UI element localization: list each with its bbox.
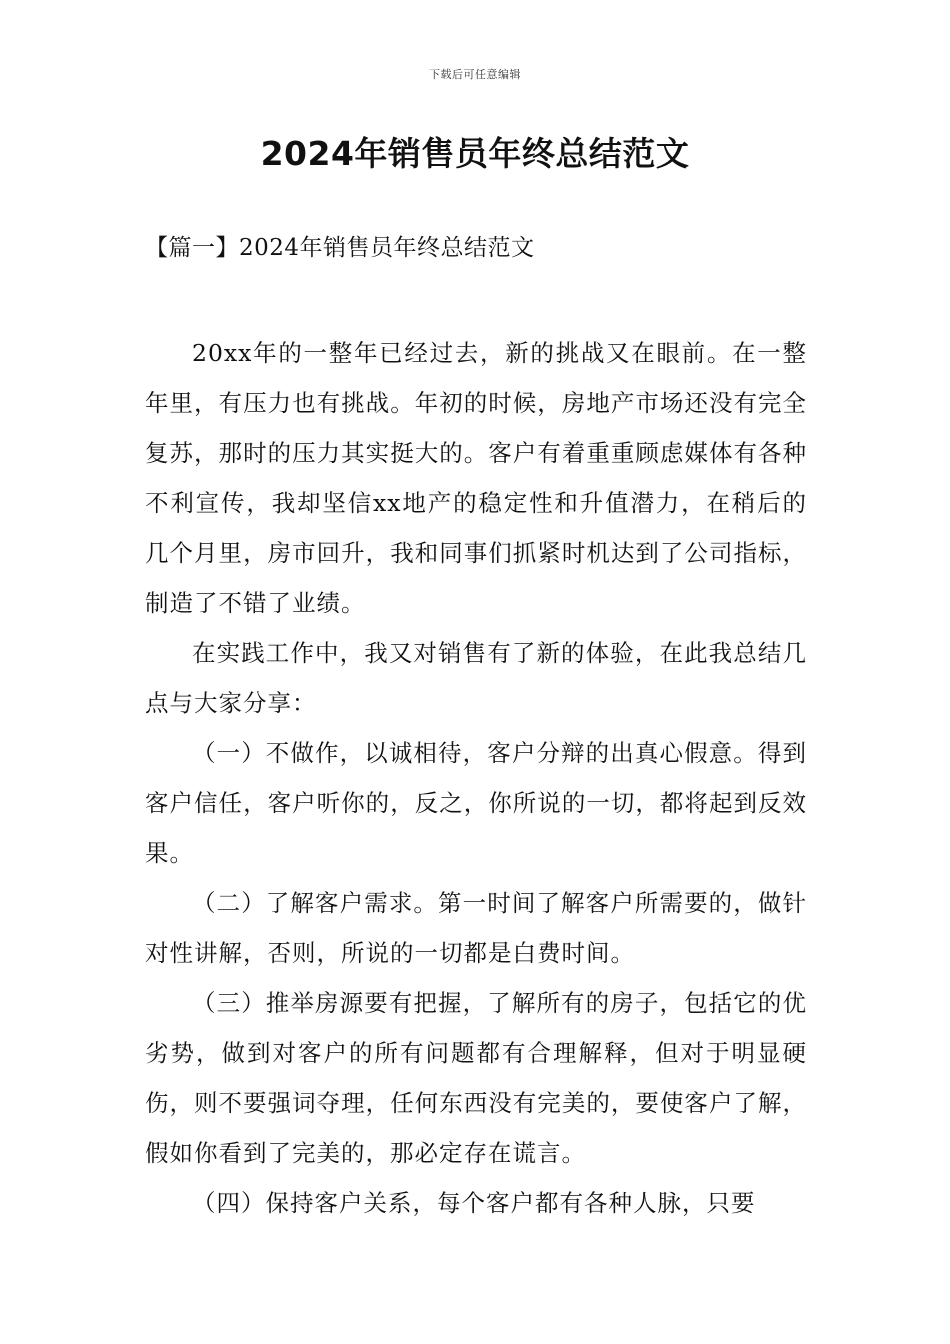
document-body (145, 328, 807, 1228)
paragraph-point-1: （一）不做作，以诚相待，客户分辩的出真心假意。得到客户信任，客户听你的，反之，你所说的一切，都将起到反效果。 (145, 739, 807, 867)
document-title: 2024年销售员年终总结范文 (260, 134, 690, 173)
paragraph-point-4: （四）保持客户关系，每个客户都有各种人脉，只要 (192, 1189, 756, 1217)
paragraph-intro: 20xx年的一整年已经过去，新的挑战又在眼前。在一整年里，有压力也有挑战。年初的时候，房地产市场还没有完全复苏，那时的压力其实挺大的。客户有着重重顾虑媒体有各种不利宣传，我却坚信xx地产的稳定性和升值潜力，在稍后的几个月里，房市回升，我和同事们抓紧时机达到了公司指标，制造了不错了业绩。 (145, 339, 807, 617)
paragraph-point-3: （三）推举房源要有把握，了解所有的房子，包括它的优劣势，做到对客户的所有问题都有合理解释，但对于明显硬伤，则不要强词夺理，任何东西没有完美的，要使客户了解，假如你看到了完美的，那必定存在谎言。 (145, 989, 807, 1167)
section-heading: 【篇一】2024年销售员年终总结范文 (145, 235, 535, 261)
header-note: 下载后可任意编辑 (429, 68, 521, 81)
paragraph-point-2: （二）了解客户需求。第一时间了解客户所需要的，做针对性讲解，否则，所说的一切都是白费时间。 (145, 889, 807, 967)
paragraph-experience: 在实践工作中，我又对销售有了新的体验，在此我总结几点与大家分享： (145, 639, 807, 717)
